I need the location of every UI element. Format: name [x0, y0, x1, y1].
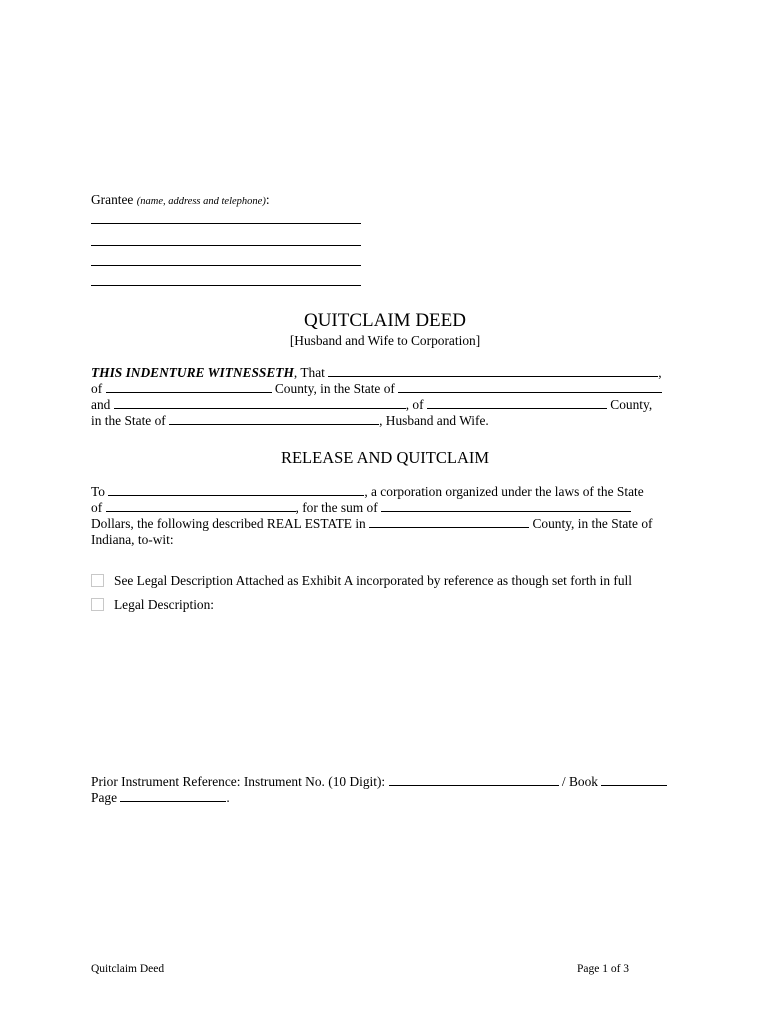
second-grantor-field[interactable] — [114, 397, 406, 409]
release-line-2 — [91, 500, 631, 516]
indenture-line1-end: , — [658, 365, 662, 380]
exhibit-a-label: See Legal Description Attached as Exhibit A incorporated by reference as though set forth in full — [114, 573, 632, 588]
footer-document-name: Quitclaim Deed — [91, 963, 165, 975]
second-county-field[interactable] — [427, 397, 607, 409]
book-number-field[interactable] — [601, 774, 667, 786]
second-state-field[interactable] — [169, 413, 379, 425]
grantee-line-3[interactable] — [91, 265, 361, 266]
release-heading: RELEASE AND QUITCLAIM — [280, 448, 490, 467]
indenture-line-4 — [91, 413, 489, 429]
indenture-line-1 — [91, 365, 662, 381]
grantee-colon: : — [265, 192, 270, 207]
instrument-number-field[interactable] — [389, 774, 559, 786]
grantee-line-2[interactable] — [91, 245, 361, 246]
release-of: of — [91, 500, 103, 515]
property-county-field[interactable] — [369, 516, 529, 528]
prior-reference-line-1 — [91, 774, 667, 790]
grantor-names-field[interactable] — [328, 365, 658, 377]
indenture-husband-wife: , Husband and Wife. — [379, 413, 489, 428]
release-county-state: County, in the State of — [532, 516, 653, 531]
grantor-state-field[interactable] — [398, 381, 662, 393]
release-dollars-text: Dollars, the following described REAL ESTATE in — [91, 516, 366, 531]
legal-description-checkbox[interactable] — [91, 598, 104, 611]
indenture-line-2 — [91, 381, 662, 397]
release-corp-text: , a corporation organized under the laws of the State — [364, 484, 644, 499]
prior-reference-label: Prior Instrument Reference: Instrument No. (10 Digit): — [91, 774, 386, 789]
prior-reference-period: . — [226, 790, 230, 805]
grantee-line-1[interactable] — [91, 223, 361, 224]
sum-amount-field[interactable] — [381, 500, 631, 512]
release-sum-text: , for the sum of — [295, 500, 378, 515]
grantee-line-4[interactable] — [91, 285, 361, 286]
indenture-that: , That — [293, 365, 325, 380]
exhibit-a-checkbox[interactable] — [91, 574, 104, 587]
indenture-line-3 — [91, 397, 652, 413]
grantee-hint: (name, address and telephone) — [136, 196, 266, 207]
footer-page-number: Page 1 of 3 — [577, 963, 630, 975]
page-number-field[interactable] — [120, 790, 226, 802]
release-line-3 — [91, 516, 652, 532]
indenture-and: and — [91, 397, 111, 412]
document-subtitle: [Husband and Wife to Corporation] — [289, 333, 481, 348]
indenture-lead: THIS INDENTURE WITNESSETH — [91, 365, 294, 380]
indenture-county-comma: County, — [610, 397, 653, 412]
grantee-label-text: Grantee — [91, 192, 134, 207]
prior-reference-line-2 — [91, 790, 230, 806]
prior-reference-book: / Book — [561, 774, 598, 789]
corporation-name-field[interactable] — [108, 484, 364, 496]
grantor-county-field[interactable] — [106, 381, 272, 393]
grantee-label — [91, 192, 270, 208]
indenture-comma-of: , of — [405, 397, 424, 412]
indenture-county-state: County, in the State of — [274, 381, 395, 396]
document-title: QUITCLAIM DEED — [303, 310, 466, 331]
corporation-state-field[interactable] — [106, 500, 296, 512]
indenture-of: of — [91, 381, 103, 396]
prior-reference-page: Page — [91, 790, 118, 805]
release-line-4: Indiana, to-wit: — [91, 532, 174, 547]
release-to: To — [91, 484, 105, 499]
release-line-1 — [91, 484, 644, 500]
indenture-in-state-of: in the State of — [91, 413, 166, 428]
legal-description-label: Legal Description: — [114, 597, 215, 612]
